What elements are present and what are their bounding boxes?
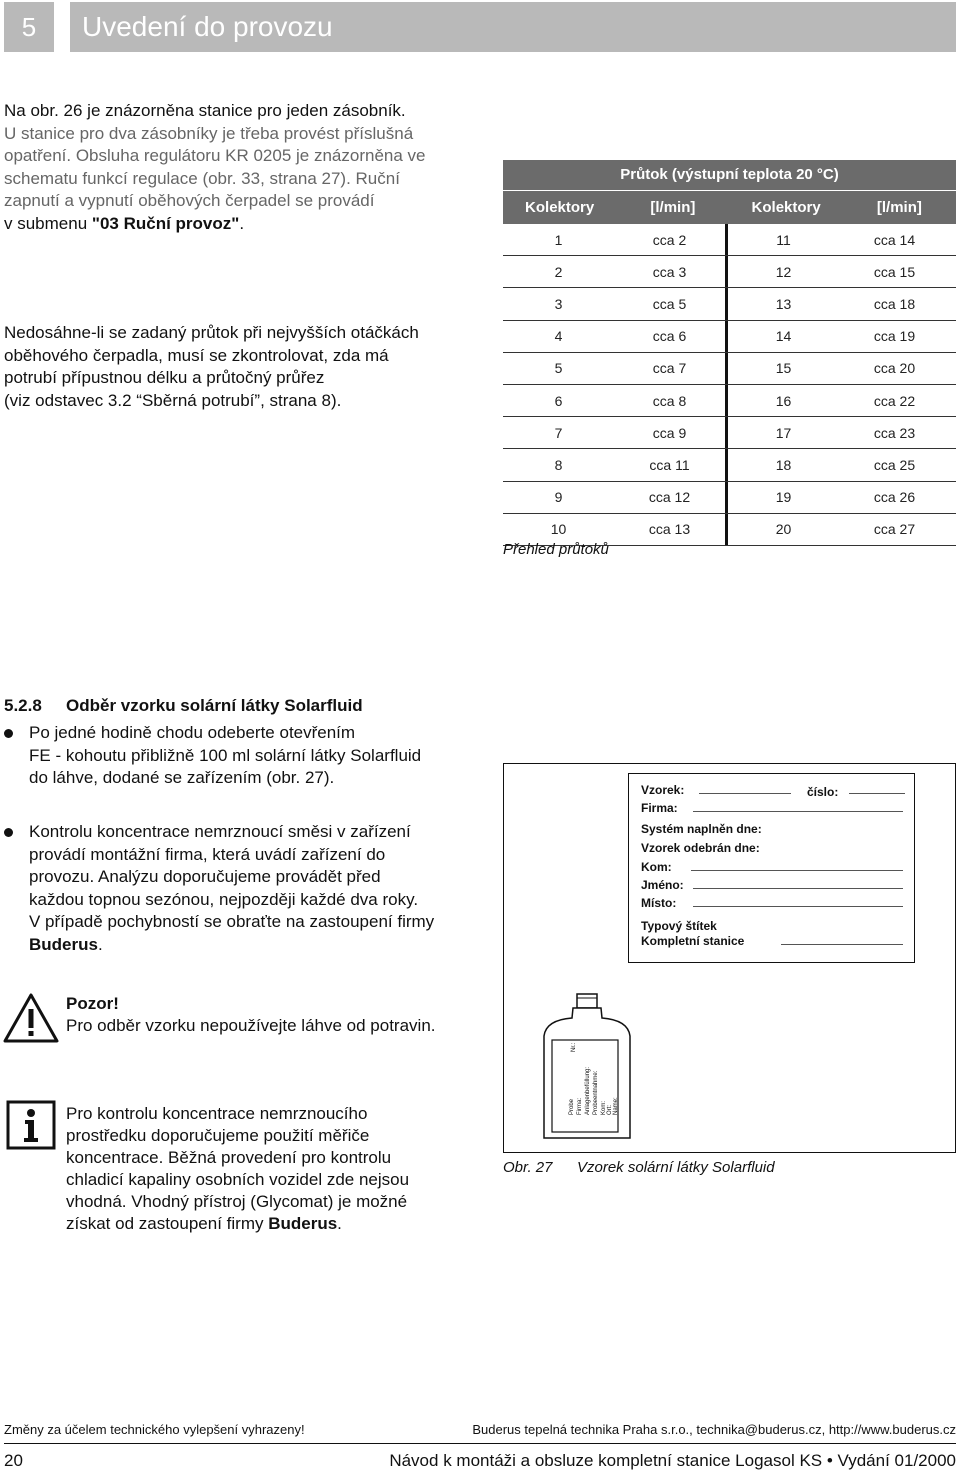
bullet-icon — [4, 828, 13, 837]
table-row — [503, 449, 956, 481]
bullet-line: provádí montážní firma, která uvádí zařízení do — [29, 844, 386, 864]
figure-caption — [503, 1159, 775, 1176]
figure-number: Obr. 27 — [503, 1159, 553, 1176]
table-row — [503, 288, 956, 320]
intro-text: . — [239, 213, 245, 233]
intro-paragraph — [4, 100, 474, 235]
info-text — [66, 1103, 446, 1235]
intro-line: opatření. Obsluha regulátoru KR 0205 je znázorněna ve — [4, 146, 426, 165]
bottle-field: Probeentnahme: — [593, 1070, 599, 1115]
table-cell: 4 — [554, 328, 563, 345]
sample-label — [628, 773, 915, 963]
table-cell: cca 25 — [873, 456, 916, 473]
label-field-number: číslo: — [807, 785, 839, 799]
note-paragraph — [4, 322, 474, 412]
warning-title: Pozor! — [66, 994, 119, 1013]
note-line: potrubí přípustnou délku a průtočný průřez — [4, 368, 325, 387]
intro-line: Na obr. 26 je znázorněna stanice pro jeden zásobník. — [4, 101, 406, 120]
table-cell: 15 — [725, 353, 839, 384]
table-cell: cca 26 — [873, 489, 916, 506]
bullet-line: V případě pochybností se obraťte na zastoupení firmy — [29, 912, 435, 931]
bottle-field: Name: — [613, 1097, 619, 1115]
table-cell: 14 — [725, 321, 839, 352]
flow-table-title: Průtok (výstupní teplota 20 °C) — [503, 160, 956, 190]
section-heading — [4, 696, 363, 716]
table-cell: cca 19 — [873, 328, 916, 345]
table-row — [503, 417, 956, 449]
table-cell: 13 — [725, 288, 839, 319]
table-cell: cca 23 — [873, 424, 916, 441]
table-cell: 2 — [554, 263, 563, 280]
intro-text: v submenu — [4, 213, 92, 233]
intro-line — [4, 213, 474, 236]
label-rule — [691, 870, 903, 871]
table-row — [503, 321, 956, 353]
label-rule — [693, 906, 903, 907]
info-body: Pro kontrolu koncentrace nemrznoucího prostředku doporučujeme použití měřiče koncentrace. Běžná provedení pro kontrolu chladicí kapaliny osobních vozidel zde nejsou vhodná. Vhodný přístroj (Glycomat) je možné získat od zastoupení firmy — [66, 1104, 410, 1233]
figure-title: Vzorek solární látky Solarfluid — [577, 1159, 775, 1176]
table-cell: 19 — [725, 482, 839, 513]
flow-table-caption: Přehled průtoků — [503, 541, 609, 558]
bottle-field: Anlagenbefüllung: — [585, 1066, 591, 1115]
document-title: Návod k montáži a obsluze kompletní stanice Logasol KS • Vydání 01/2000 — [389, 1451, 956, 1470]
table-cell: 11 — [725, 224, 839, 255]
note-line: (viz odstavec 3.2 “Sběrná potrubí”, strana 8). — [4, 390, 342, 410]
label-rule — [693, 888, 903, 889]
footer-divider — [4, 1443, 956, 1444]
bottle-field: Nr.: — [571, 1042, 577, 1052]
table-row — [503, 385, 956, 417]
label-rule — [693, 811, 903, 812]
table-cell: cca 8 — [652, 392, 687, 409]
header-cell: [l/min] — [876, 199, 922, 216]
info-suffix: . — [337, 1214, 342, 1233]
bottle-label-text — [545, 1040, 635, 1140]
header-cell: [l/min] — [650, 199, 696, 216]
table-cell: 20 — [725, 514, 839, 545]
section-title: Odběr vzorku solární látky Solarfluid — [66, 696, 363, 715]
warning-icon — [2, 992, 60, 1044]
brand-name: Buderus — [29, 934, 98, 954]
table-cell: cca 13 — [648, 521, 691, 538]
table-row — [503, 353, 956, 385]
table-cell: cca 22 — [873, 392, 916, 409]
table-cell: cca 5 — [652, 295, 687, 312]
table-cell: cca 20 — [873, 360, 916, 377]
bullet-line: Po jedné hodině chodu odeberte otevřením — [29, 723, 356, 742]
table-cell: 17 — [725, 417, 839, 448]
table-cell: cca 9 — [652, 424, 687, 441]
label-field-company: Firma: — [641, 801, 678, 815]
table-cell: 10 — [550, 521, 567, 538]
table-cell: 16 — [725, 385, 839, 416]
bullet-line: Kontrolu koncentrace nemrznoucí směsi v zařízení — [29, 822, 411, 841]
intro-line: zapnutí a vypnutí oběhových čerpadel se provádí — [4, 191, 375, 210]
table-cell: cca 2 — [652, 231, 687, 248]
table-cell: cca 18 — [873, 295, 916, 312]
intro-line: schematu funkcí regulace (obr. 33, strana 27). Ruční — [4, 168, 400, 188]
label-field-kom: Kom: — [641, 860, 672, 874]
table-cell: cca 14 — [873, 231, 916, 248]
table-cell: cca 6 — [652, 328, 687, 345]
bullet-icon — [4, 729, 13, 738]
table-cell: 6 — [554, 392, 563, 409]
label-field-place: Místo: — [641, 896, 677, 910]
bullet-item — [29, 722, 469, 790]
flow-table-header — [503, 190, 956, 224]
bullet-text: . — [97, 934, 103, 954]
table-cell: cca 11 — [649, 456, 690, 473]
header-cell: Kolektory — [751, 199, 821, 216]
table-cell: cca 15 — [873, 263, 916, 280]
page-number: 20 — [4, 1451, 23, 1470]
bullet-line: do láhve, dodané se zařízením (obr. 27). — [29, 768, 335, 787]
flow-table — [503, 160, 956, 546]
label-field-sample: Vzorek: — [641, 783, 685, 797]
warning-text: Pro odběr vzorku nepoužívejte láhve od potravin. — [66, 1016, 436, 1035]
footer-disclaimer: Změny za účelem technického vylepšení vyhrazeny! — [4, 1422, 305, 1437]
brand-name: Buderus — [268, 1214, 338, 1233]
label-field-plate: Typový štítek — [641, 919, 717, 933]
chapter-number: 5 — [4, 2, 54, 52]
table-cell: 8 — [554, 456, 563, 473]
table-row — [503, 482, 956, 514]
label-field-station: Kompletní stanice — [641, 934, 745, 948]
flow-table-body — [503, 224, 956, 546]
label-rule — [781, 944, 903, 945]
section-number: 5.2.8 — [4, 696, 42, 715]
table-cell: 12 — [725, 256, 839, 287]
bullet-line: provozu. Analýzu doporučujeme provádět před — [29, 867, 381, 886]
bottle-field: Ort: — [607, 1105, 613, 1115]
note-line: oběhového čerpadla, musí se zkontrolovat, zda má — [4, 345, 389, 365]
table-cell: cca 7 — [652, 360, 687, 377]
bottle-field: Firma: — [577, 1098, 583, 1115]
table-cell: 1 — [554, 231, 563, 248]
label-rule — [849, 793, 905, 794]
table-cell: 5 — [554, 360, 563, 377]
bullet-line — [29, 934, 469, 957]
intro-line: U stanice pro dva zásobníky je třeba provést příslušná — [4, 123, 414, 143]
table-cell: cca 3 — [652, 263, 687, 280]
bullet-line: FE - kohoutu přibližně 100 ml solární látky Solarfluid — [29, 745, 422, 765]
info-icon — [6, 1100, 56, 1150]
footer-contact: Buderus tepelná technika Praha s.r.o., technika@buderus.cz, http://www.buderus.cz — [472, 1422, 956, 1437]
table-row — [503, 256, 956, 288]
header-cell: Kolektory — [525, 199, 595, 216]
bullet-line: každou topnou sezónou, nejpozději každé dva roky. — [29, 889, 419, 909]
label-rule — [699, 793, 791, 794]
chapter-title: Uvedení do provozu — [70, 2, 956, 52]
note-line: Nedosáhne-li se zadaný průtok při nejvyšších otáčkách — [4, 323, 419, 342]
label-field-taken: Vzorek odebrán dne: — [641, 841, 760, 855]
table-cell: 9 — [554, 489, 563, 506]
bottle-field: Kom: — [601, 1100, 607, 1115]
table-cell: cca 12 — [648, 489, 691, 506]
bullet-item — [29, 821, 469, 956]
label-field-filled: Systém naplněn dne: — [641, 822, 762, 836]
table-cell: 7 — [554, 424, 563, 441]
table-row — [503, 224, 956, 256]
table-cell: 18 — [725, 449, 839, 480]
table-cell: cca 27 — [873, 521, 916, 538]
menu-reference: "03 Ruční provoz" — [91, 213, 240, 233]
table-cell: 3 — [554, 295, 563, 312]
bottle-field: Probe — [569, 1098, 575, 1115]
label-field-name: Jméno: — [641, 878, 684, 892]
